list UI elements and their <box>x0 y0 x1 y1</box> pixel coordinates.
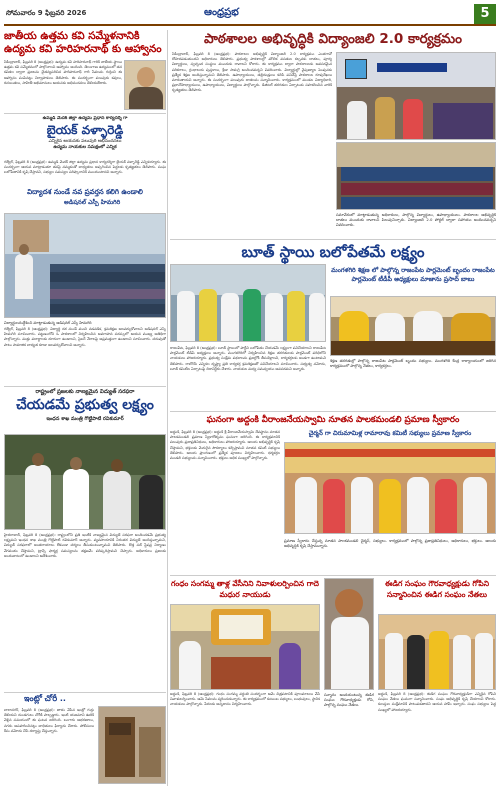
article-headline: విద్యాదశ నుండే నవ ప్రవర్తన కలిగి ఉండాలి <box>27 188 143 196</box>
booth-meeting-photo <box>330 296 496 356</box>
article-sub: ఇంధన శాఖ మంత్రి గొట్టిపాటి రవికుమార్ <box>46 416 124 422</box>
vidyanjali-meeting-photo <box>336 52 496 140</box>
article-vidyuth <box>4 388 166 432</box>
minister-photo <box>4 434 166 530</box>
article-kicker: రాష్ట్రంలో ప్రజలకు నాణ్యమైన విద్యుత్ సరఫరా <box>35 389 135 395</box>
portrait-photo <box>124 60 166 110</box>
booth-subheadline: మంగళగిరి శిక్షణ లో పాల్గొన్న రాజంపేట పార్లమెంట్ బృందం రాజంపేట పార్లమెంట్ టీడీపీ అధ్యక్షులు మాజాను ప్రసాద్ బాబు <box>331 267 495 283</box>
article-body: గజ్వేల్, ఫిబ్రవరి 8 (ఆంధ్రప్రభ): విద్యార్థి దశ నుండే మంచి నడవడిక, క్రమశిక్షణ అలవర్చుకోవాలని అడిషనల్ ఎస్పీ హిమగిరి సూచించారు. పట్టణంలోని ఓ పాఠశాలలో నిర్వహించిన అవగాహన సదస్సులో ఆయన ముఖ్య అతిథిగా పాల్గొన్నారు. మత్తు పదార్థాలకు దూరంగా ఉండాలని, సైబర్ నేరాలపై అప్రమత్తంగా ఉండాలని సూచించారు. చదువుతో పాటు సామాజిక బాధ్యత కూడా అలవర్చుకోవాలని అన్నారు. <box>4 327 166 347</box>
section-divider <box>170 239 496 240</box>
gandham-article-body: అద్దంకి, ఫిబ్రవరి 8 (ఆంధ్రప్రభ): గంధం సంగమ్మ వర్ధంతి సందర్భంగా ఆమె చిత్రపటానికి పూలమాలలు వేసి నివాళులర్పించారు. ఆమె సేవలను స్మరించుకున్నారు. ఈ కార్యక్రమంలో కుటుంబ సభ్యులు, బంధువులు, స్థానిక నాయకులు పాల్గొన్నారు. పేదలకు అన్నదానం నిర్వహించారు. <box>170 692 320 707</box>
booth-group-photo <box>170 264 326 342</box>
eedige-photo-left <box>324 578 374 690</box>
article-sub: ఉద్యమ నాయకుల సమక్షంలో ఎన్నిక <box>53 145 117 150</box>
students-photo <box>336 142 496 210</box>
photo-caption: విద్యార్థులనుద్దేశించి మాట్లాడుతున్న అడిషనల్ ఎస్పీ హిమగిరి <box>4 320 92 325</box>
eedige-felicitation-photo <box>378 614 496 690</box>
section-divider <box>4 386 166 387</box>
booth-headline: బూత్ స్థాయి బలోపేతమే లక్ష్యం <box>241 243 425 261</box>
article-headline: జాతీయ ఉత్తమ కవి సమ్మేళనానికి ఉద్యమ కవి హరిహరనాథ్ కు ఆహ్వానం <box>4 30 162 55</box>
article-chori <box>4 694 166 786</box>
column-divider <box>167 30 168 786</box>
temple-photo-caption: ప్రమాణ స్వీకారం చేస్తున్న నూతన పాలకమండలి చైర్మన్, సభ్యులు. కార్యక్రమంలో పాల్గొన్న ప్రజాప్రతినిధులు, అధికారులు, భక్తులు. ఆలయ అభివృద్ధికి కృషి చేస్తామన్నారు. <box>284 538 496 548</box>
article-headline: చేయడమే ప్రభుత్వ లక్ష్యం <box>16 397 154 413</box>
article-kicker: ఉమ్మడి మెదక్ జిల్లా ఉద్యమ ప్రధాన కార్యదర్శి గా <box>42 116 128 121</box>
masthead: ఆంధ్రప్రభ <box>204 7 239 18</box>
article-body: బాలానగర్, ఫిబ్రవరి 8 (ఆంధ్రప్రభ): తాళం వేసిన ఇంట్లో గుర్తు తెలియని దుండగులు చోరీకి పాల్పడ్డారు. ఇంటి యజమాని ఊరికి వెళ్లిన సమయంలో ఈ ఘటన జరిగింది. బంగారు ఆభరణాలు, నగదు అపహరించినట్లు బాధితులు ఫిర్యాదు చేశారు. పోలీసులు కేసు నమోదు చేసి దర్యాప్తు చేస్తున్నారు. <box>4 708 94 733</box>
banner-article-body: సికింద్రాబాద్, ఫిబ్రవరి 8 (ఆంధ్రప్రభ): పాఠశాలల అభివృద్ధికి విద్యాంజలి 2.0 కార్యక్రమం ఎంతగానో దోహదపడుతుందని అధికారులు తెలిపారు. ప్రభుత్వ పాఠశాలల్లో మౌలిక వసతుల కల్పనకు దాతలు, పూర్వ విద్యార్థులు, స్వచ్ఛంద సంస్థలు ముందుకు రావాలని కోరారు. ఈ కార్యక్రమం ద్వారా పాఠశాలలకు అవసరమైన పరికరాలు, గ్రంథాలయ పుస్తకాలు, క్రీడా సామగ్రి అందించవచ్చని వివరించారు. విద్యార్థుల్లో నైపుణ్యాల పెంపునకు ప్రత్యేక శిక్షణ అందిస్తున్నామని తెలిపారు. ఉపాధ్యాయులు, తల్లిదండ్రులు కలిసి పనిచేస్తే పాఠశాలల రూపురేఖలు మారుతాయని అన్నారు. ఈ సందర్భంగా పలువురు దాతలను సన్మానించారు. కార్యక్రమంలో మండల విద్యాధికారి, ప్రధానోపాధ్యాయులు, ఉపాధ్యాయులు, విద్యార్థులు పాల్గొన్నారు. డిజిటల్ తరగతుల ఏర్పాటుకు సహకరించిన వారికి కృతజ్ఞతలు తెలిపారు. <box>172 52 332 93</box>
article-body: హైదరాబాద్, ఫిబ్రవరి 8 (ఆంధ్రప్రభ): రాష్ట్రంలోని ప్రతి ఇంటికి నాణ్యమైన విద్యుత్ సరఫరా అందించడమే ప్రభుత్వ లక్ష్యమని ఇంధన శాఖ మంత్రి గొట్టిపాటి రవికుమార్ అన్నారు. వ్యవసాయానికి నిరంతర విద్యుత్ అందిస్తున్నామని, విద్యుత్ సరఫరాలో అంతరాయాలు లేకుండా చర్యలు తీసుకుంటున్నామని తెలిపారు. కొత్త సబ్ స్టేషన్ల నిర్మాణం వేగవంతం చేస్తామని, ట్రాన్స్ ఫార్మర్ల సమస్యలను తక్షణమే పరిష్కరిస్తామని చెప్పారు. అధికారులు ప్రజలకు అందుబాటులో ఉండాలని ఆదేశించారు. <box>4 533 166 558</box>
section-divider <box>170 411 496 412</box>
article-headline: ఇంట్లో చోరీ .. <box>24 694 66 703</box>
article-jathiya-kavi <box>4 30 166 112</box>
booth-photo-caption: శిక్షణ తరగతుల్లో పాల్గొన్న రాజంపేట పార్లమెంట్ బృందం సభ్యులు. మంగళగిరి కేంద్ర కార్యాలయంలో జరిగిన కార్యక్రమంలో పాల్గొన్న నేతలు, కార్యకర్తలు. <box>330 358 496 368</box>
temple-headline: ఘనంగా అద్దంకి వీరాంజనేయస్వామి నూతన పాలకమండలి ప్రమాణ స్వీకారం <box>206 415 460 425</box>
temple-committee-photo <box>284 442 496 534</box>
article-body: సికింద్రాబాద్, ఫిబ్రవరి 8 (ఆంధ్రప్రభ): ఉద్యమ కవి హరిహరనాథ్ గారికి జాతీయ స్థాయి ఉత్తమ కవి సమ్మేళనంలో పాల్గొనాలని ఆహ్వానం అందింది. తెలంగాణ ఉద్యమంలో తన కవితల ద్వారా ప్రజలను చైతన్యపరిచిన హరిహరనాథ్ గారి సేవలను గుర్తించి ఈ ఆహ్వానం పంపినట్లు నిర్వాహకులు తెలిపారు. ఈ సందర్భంగా పలువురు కవులు, రచయితలు, సాహితీ అభిమానులు ఆయనకు అభినందనలు తెలియజేశారు. <box>4 60 122 85</box>
banner-photo-caption: సమావేశంలో మాట్లాడుతున్న అధికారులు, పాల్గొన్న విద్యార్థులు, ఉపాధ్యాయులు. పాఠశాలల అభివృద్ధికి దాతలు ముందుకు రావాలని పిలుపునిచ్చారు. విద్యాంజలి 2.0 పోర్టల్ ద్వారా సహాయం అందించవచ్చని వివరించారు. <box>336 212 496 227</box>
article-body: గజ్వేల్, ఫిబ్రవరి 8 (ఆంధ్రప్రభ): ఉమ్మడి మెదక్ జిల్లా ఉద్యమ ప్రధాన కార్యదర్శిగా బైయక్ వళ్ళారెడ్డి ఎన్నికయ్యారు. ఈ సందర్భంగా ఆయన మాట్లాడుతూ తనపై నమ్మకంతో బాధ్యతలు అప్పగించిన పెద్దలకు కృతజ్ఞతలు తెలిపారు. సంఘ బలోపేతానికి కృషి చేస్తానని, సభ్యుల సమస్యల పరిష్కారానికి ముందుంటానని అన్నారు. <box>4 160 166 175</box>
article-sub: అడిషనల్ ఎస్పీ హిమగిరి <box>64 199 121 206</box>
page-header <box>4 4 496 26</box>
eedige-headline: ఈడిగ సంఘం గౌరవాధ్యక్షుడు గోపిని సన్మానించిన ఈడిగ సంఘం నేతలు <box>385 579 489 599</box>
chairman-headline: చైర్మన్ గా చిరుమామిళ్ల రామారావు కమిటీ సభ్యులు ప్రమాణ స్వీకారం <box>308 430 472 437</box>
section-divider <box>170 575 496 576</box>
eedige-article-body: అద్దంకి, ఫిబ్రవరి 8 (ఆంధ్రప్రభ): ఈడిగ సంఘం గౌరవాధ్యక్షుడిగా ఎన్నికైన గోపిని సంఘం నేతలు ఘనంగా సన్మానించారు. సంఘ అభివృద్ధికి కృషి చేయాలని కోరారు. కులస్తుల సంక్షేమానికి పాటుపడతానని ఆయన హామీ ఇచ్చారు. సంఘ సభ్యులు పెద్ద సంఖ్యలో హాజరయ్యారు. <box>378 692 496 712</box>
school-event-photo <box>4 213 166 318</box>
article-headline: బైయక్ వళ్ళారెడ్డి <box>46 123 124 137</box>
article-sub: ఎన్నికైన ఆయనకు పలువురి అభినందనలు <box>48 139 122 144</box>
issue-date: సోమవారం 9 ఫిబ్రవరి 2026 <box>6 9 87 17</box>
gandham-tribute-photo <box>170 604 320 690</box>
banner-headline: పాఠశాలల అభివృద్ధికి విద్యాంజలి 2.0 కార్యక్రమం <box>203 31 463 47</box>
theft-photo <box>98 706 166 784</box>
section-divider <box>4 113 166 114</box>
temple-article-body: అద్దంకి, ఫిబ్రవరి 8 (ఆంధ్రప్రభ): అద్దంకి శ్రీ వీరాంజనేయస్వామి దేవస్థానం నూతన పాలకమండలి ప్రమాణ స్వీకారోత్సవం ఘనంగా జరిగింది. ఈ కార్యక్రమానికి పలువురు ప్రజాప్రతినిధులు, అధికారులు హాజరయ్యారు. ఆలయ అభివృద్ధికి కృషి చేస్తామని, భక్తులకు మెరుగైన సౌకర్యాలు కల్పిస్తామని నూతన కమిటీ సభ్యులు తెలిపారు. ఆలయ ప్రాంగణంలో ప్రత్యేక పూజలు నిర్వహించారు. ధర్మకర్తల మండలి సభ్యులను సన్మానించారు. భక్తులు అధిక సంఖ్యలో పాల్గొన్నారు. <box>170 430 280 461</box>
article-baiyak <box>4 116 166 211</box>
booth-article-body: రాజంపేట, ఫిబ్రవరి 8 (ఆంధ్రప్రభ): బూత్ స్థాయిలో పార్టీని బలోపేతం చేయడమే లక్ష్యంగా పనిచేయాలని రాజంపేట పార్లమెంట్ టీడీపీ అధ్యక్షులు అన్నారు. మంగళగిరిలో నిర్వహించిన శిక్షణ తరగతులకు పార్లమెంట్ పరిధిలోని నాయకులు హాజరయ్యారు. ప్రభుత్వ సంక్షేమ పథకాలను ప్రజల్లోకి తీసుకెళ్లాలని, కార్యకర్తలకు అండగా ఉంటామని తెలిపారు. రాబోయే ఎన్నికల దృష్ట్యా ప్రతి కార్యకర్త క్రమశిక్షణతో పనిచేయాలని సూచించారు. సభ్యత్వ నమోదు, బూత్ కమిటీల ఏర్పాటుపై దిశానిర్దేశం చేశారు. నాయకుల మధ్య సమన్వయం అవసరమని అన్నారు. <box>170 346 326 371</box>
section-divider <box>4 692 166 693</box>
gandham-headline: గంధం సంగమ్మ తాళ్ల వేసీనిని నివాళులర్పించిన గాదె మధుర నాయుడు <box>171 579 319 599</box>
eedige-photo-caption: సన్మానం అందుకుంటున్న ఈడిగ సంఘం గౌరవాధ్యక్షుడు గోపి, పాల్గొన్న సంఘం నేతలు. <box>324 692 374 707</box>
page-number: 5 <box>474 4 496 24</box>
